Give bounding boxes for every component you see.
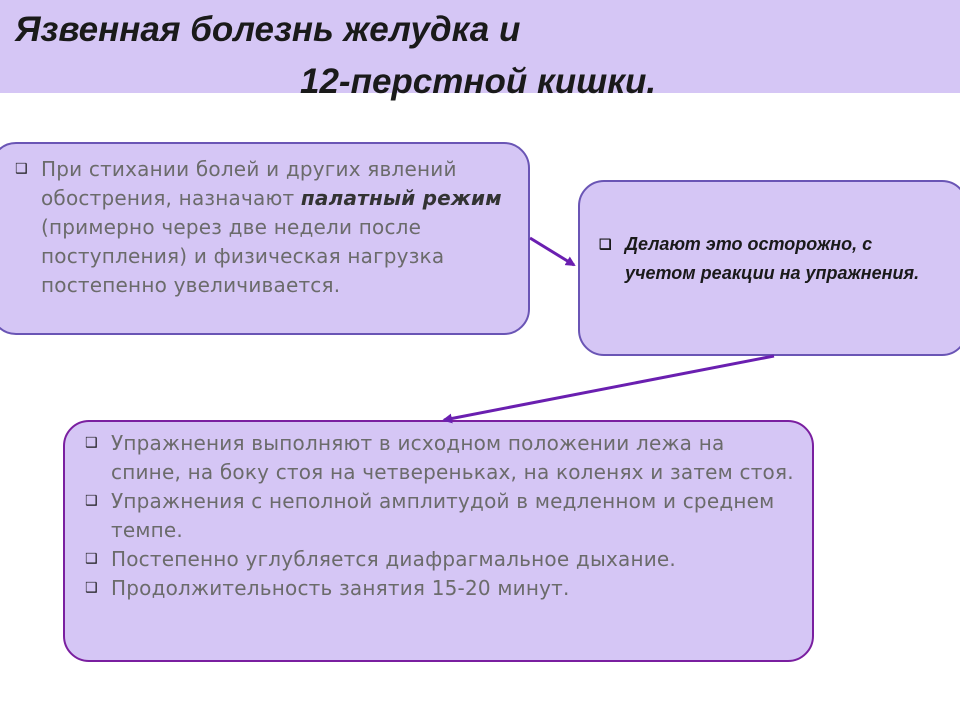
text-box-caution <box>578 180 960 356</box>
list-item <box>84 487 794 545</box>
bullet-item <box>598 230 938 288</box>
paragraph-text-before: При стихании болей и других явлений обострения, назначают <box>41 157 457 210</box>
exercise-list <box>84 429 794 603</box>
checkbox-bullet-icon: ❑ <box>85 551 98 567</box>
highlight-ward-regime: палатный режим <box>300 186 502 210</box>
list-item <box>84 429 794 487</box>
list-item <box>84 574 794 603</box>
list-item-text: Упражнения выполняют в исходном положении лежа на спине, на боку стоя на четвереньках, на коленях и затем стоя. <box>111 431 794 484</box>
caution-text: Делают это осторожно, с учетом реакции на упражнения. <box>625 234 920 283</box>
list-item-text: Упражнения с неполной амплитудой в медленном и среднем темпе. <box>111 489 775 542</box>
checkbox-bullet-icon: ❑ <box>599 236 612 252</box>
text-box-caution-content <box>598 230 938 288</box>
checkbox-bullet-icon: ❑ <box>85 580 98 596</box>
checkbox-bullet-icon: ❑ <box>85 435 98 451</box>
slide-title-line-1: Язвенная болезнь желудка и <box>15 10 521 49</box>
list-item <box>84 545 794 574</box>
checkbox-bullet-icon: ❑ <box>15 161 28 177</box>
bullet-item <box>14 155 519 300</box>
arrow-to-exercises-box <box>444 356 774 420</box>
checkbox-bullet-icon: ❑ <box>85 493 98 509</box>
text-box-ward-regime-content <box>14 155 519 300</box>
paragraph-text-after: (примерно через две недели после поступления) и физическая нагрузка постепенно увеличивается. <box>41 215 445 297</box>
slide-title-line-2: 12-перстной кишки. <box>300 62 657 101</box>
list-item-text: Продолжительность занятия 15-20 минут. <box>111 576 570 600</box>
text-box-ward-regime <box>0 142 530 335</box>
text-box-exercises <box>63 420 814 662</box>
arrow-to-caution-box <box>530 238 574 265</box>
list-item-text: Постепенно углубляется диафрагмальное дыхание. <box>111 547 676 571</box>
